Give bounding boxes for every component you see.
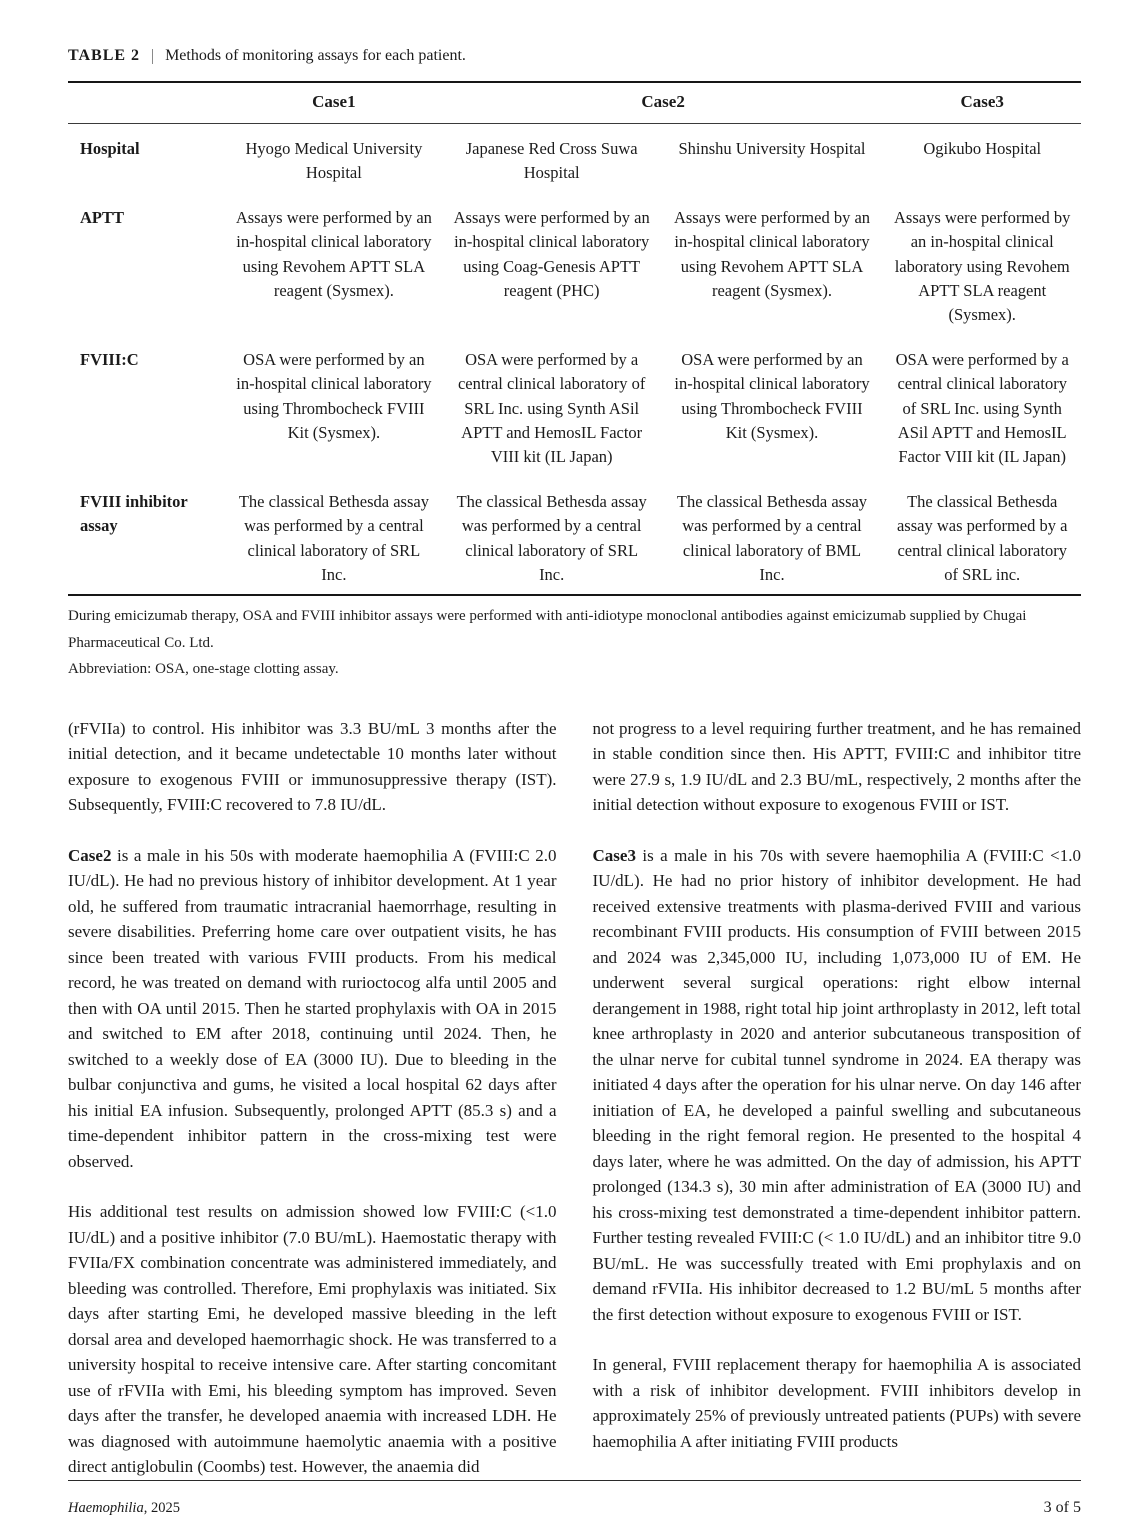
paragraph: Case2 is a male in his 50s with moderate haemophilia A (FVIII:C 2.0 IU/dL). He had no previous history of inhibitor development. At 1 year old, he suffered from traumatic intracranial haemorrhage, resulting in severe disabilities. Preferring home care over outpatient visits, he has since been treated with various FVIII products. From his medical record, he was treated on demand with rurioctocog alfa until 2005 and then with OA until 2015. Then he started prophylaxis with OA in 2015 and switched to EM after 2018, continuing until 2024. Then, he switched to a weekly dose of EA (3000 IU). Due to bleeding in the bulbar conjunctiva and gums, he visited a local hospital 62 days after his initial EA infusion. Subsequently, prolonged APTT (85.3 s) and a time-dependent inhibitor pattern in the cross-mixing test were observed. [68, 845, 557, 1171]
table-cell: The classical Bethesda assay was performed by a central clinical laboratory of BML Inc. [676, 491, 868, 585]
case-header-row [68, 82, 1081, 124]
table-cell: The classical Bethesda assay was performed by a central clinical laboratory of SRL Inc. [238, 491, 429, 585]
table-cell: The classical Bethesda assay was performed by a central clinical laboratory of SRL Inc. [456, 491, 647, 585]
caption-divider [152, 49, 153, 64]
table-cell: Assays were performed by an in-hospital clinical laboratory using Revohem APTT SLA reagent (Sysmex). [235, 207, 432, 300]
case-lead: Case2 [68, 845, 112, 865]
table-row [68, 335, 1081, 477]
row-label: Hospital [80, 138, 140, 158]
table-cell: OSA were performed by an in-hospital clinical laboratory using Thrombocheck FVIII Kit (Sysmex). [674, 349, 870, 443]
column-header: Case2 [641, 91, 685, 111]
table-abbreviation: Abbreviation: OSA, one-stage clotting assay. [68, 660, 339, 677]
table-caption-text: Methods of monitoring assays for each patient. [165, 47, 466, 64]
header-spacer [68, 82, 225, 124]
case-lead: Case3 [592, 845, 636, 865]
paragraph: (rFVIIa) to control. His inhibitor was 3.3 BU/mL 3 months after the initial detection, and it became undetectable 10 months later without exposure to exogenous FVIII or immunosuppressive therapy (IST). Subsequently, FVIII:C recovered to 7.8 IU/dL. [68, 718, 557, 815]
table-cell: Assays were performed by an in-hospital clinical laboratory using Coag-Genesis APTT reagent (PHC) [453, 207, 650, 300]
column-header: Case1 [312, 91, 356, 111]
table-cell: Hyogo Medical University Hospital [245, 138, 423, 183]
table-cell: Assays were performed by an in-hospital clinical laboratory using Revohem APTT SLA reagent (Sysmex). [673, 207, 871, 300]
table-row [68, 123, 1081, 192]
article-body [68, 716, 1081, 1480]
journal-citation [68, 1500, 180, 1517]
table-cell: OSA were performed by an in-hospital clinical laboratory using Thrombocheck FVIII Kit (Sysmex). [236, 349, 432, 443]
paragraph: not progress to a level requiring further treatment, and he has remained in stable condition since then. His APTT, FVIII:C and inhibitor titre were 27.9 s, 1.9 IU/dL and 2.3 BU/mL, respectively, 2 months after the initial detection without exposure to exogenous FVIII or IST. [592, 718, 1081, 815]
table-footnote: During emicizumab therapy, OSA and FVIII inhibitor assays were performed with anti-idiotype monoclonal antibodies against emicizumab supplied by Chugai Pharmaceutical Co. Ltd. [68, 608, 1027, 651]
journal-year: , 2025 [143, 1499, 180, 1516]
paragraph: In general, FVIII replacement therapy for haemophilia A is associated with a risk of inhibitor development. FVIII inhibitors develop in approximately 25% of previously untreated patients (PUPs) with severe haemophilia A after initiating FVIII products [592, 1355, 1081, 1451]
table-cell: Ogikubo Hospital [923, 138, 1042, 158]
table-cell: OSA were performed by a central clinical laboratory of SRL Inc. using Synth ASil APTT and HemosIL Factor VIII kit (IL Japan) [895, 349, 1069, 467]
table-caption [68, 46, 1081, 67]
row-label: FVIII inhibitor assay [80, 491, 188, 536]
row-label: APTT [80, 207, 125, 227]
journal-name: Haemophilia [68, 1499, 144, 1516]
page-footer [68, 1480, 1081, 1517]
table-row [68, 193, 1081, 335]
table-footnotes [68, 603, 1081, 681]
column-header: Case3 [960, 91, 1004, 111]
table-row [68, 477, 1081, 596]
table-cell: The classical Bethesda assay was performed by a central clinical laboratory of SRL inc. [896, 491, 1068, 585]
row-label: FVIII:C [80, 349, 139, 369]
article-left-column [68, 716, 557, 1480]
table-cell: OSA were performed by a central clinical laboratory of SRL Inc. using Synth ASil APTT and HemosIL Factor VIII kit (IL Japan) [457, 349, 646, 467]
table-caption-label: TABLE 2 [68, 47, 141, 64]
paragraph: Case3 is a male in his 70s with severe haemophilia A (FVIII:C <1.0 IU/dL). He had no prior history of inhibitor development. He had received extensive treatments with plasma-derived FVIII and various recombinant FVIII products. His consumption of FVIII between 2015 and 2024 was 2,345,000 IU, including 1,073,000 IU of EM. He underwent several surgical operations: right elbow internal derangement in 1988, right total hip joint arthroplasty in 2012, left total knee arthroplasty in 2020 and anterior subcutaneous transposition of the ulnar nerve for cubital tunnel syndrome in 2024. EA therapy was initiated 4 days after the operation for his ulnar nerve. On day 146 after initiation of EA, he developed a painful swelling and subcutaneous bleeding in the right femoral region. He presented to the hospital 4 days later, where he was admitted. On the day of admission, his APTT prolonged (134.3 s), 30 min after administration of EA (3000 IU) and his cross-mixing test demonstrated a time-dependent inhibitor pattern. Further testing revealed FVIII:C (< 1.0 IU/dL) and an inhibitor titre 9.0 BU/mL. He was successfully treated with Emi prophylaxis and on demand rFVIIa. His inhibitor decreased to 1.2 BU/mL 5 months after the first detection without exposure to exogenous FVIII or IST. [592, 845, 1081, 1324]
article-right-column [593, 716, 1082, 1480]
paragraph: His additional test results on admission showed low FVIII:C (<1.0 IU/dL) and a positive inhibitor (7.0 BU/mL). Haemostatic therapy with FVIIa/FX combination concentrate was administered immediately, and bleeding was controlled. Therefore, Emi prophylaxis was initiated. Six days after starting Emi, he developed massive bleeding in the left dorsal area and developed haemorrhagic shock. He was transferred to a university hospital to receive intensive care. After starting concomitant use of rFVIIa with Emi, his bleeding symptom has improved. Seven days after the transfer, he developed anaemia with increased LDH. He was diagnosed with autoimmune haemolytic anaemia with a positive direct antiglobulin (Coombs) test. However, the anaemia did [68, 1202, 557, 1477]
table-cell: Japanese Red Cross Suwa Hospital [465, 138, 638, 183]
page-number: 3 of 5 [1043, 1498, 1081, 1516]
assay-methods-table [68, 81, 1081, 597]
table-cell: Assays were performed by an in-hospital clinical laboratory using Revohem APTT SLA reagent (Sysmex). [894, 207, 1071, 325]
assay-table-body [68, 123, 1081, 595]
table-cell: Shinshu University Hospital [678, 138, 866, 158]
